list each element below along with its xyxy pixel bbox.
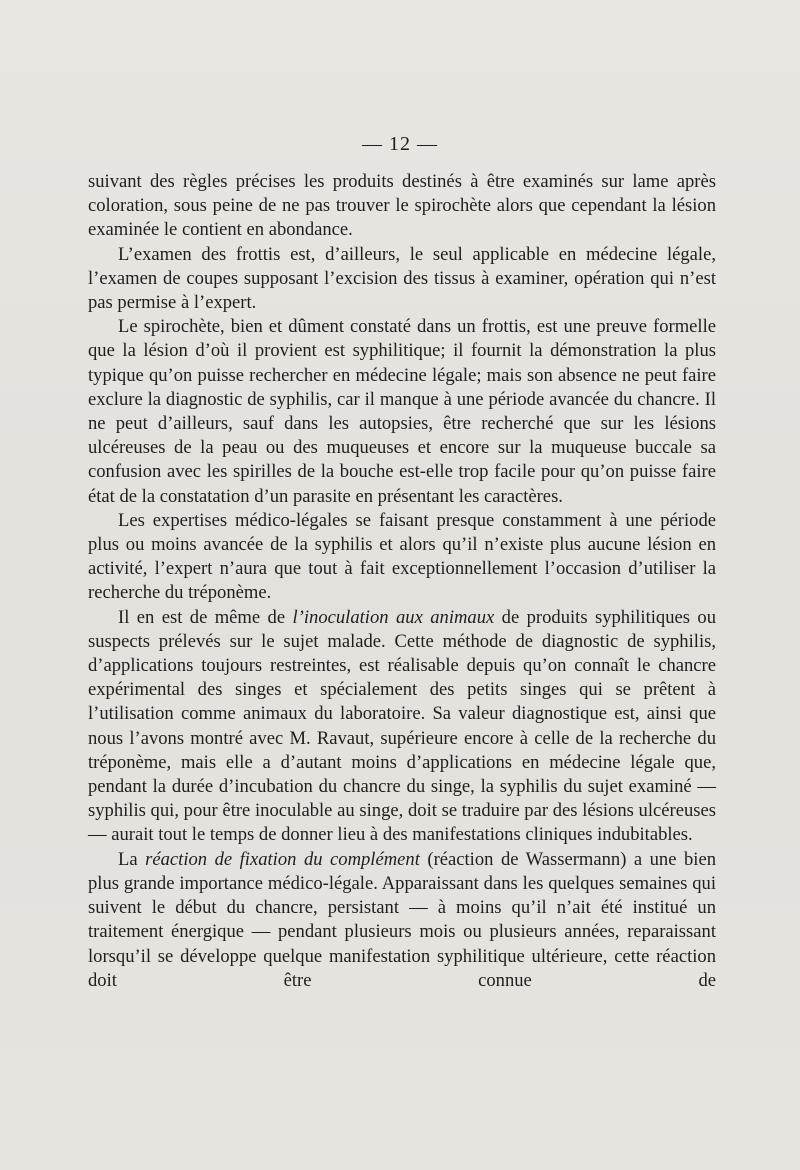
paragraph-5-lead: Il en est de même de [118,606,293,628]
paragraph-6 [88,848,716,993]
paragraph-6-rest: (réaction de Wassermann) a une bien plus grande importance médico-légale. Apparaissant dans les quelques semaines qui suivent le début du chancre, persistant — à moins qu’il n’ait été institué un traitement énergique — pendant plusieurs mois ou plusieurs années, reparaissant lorsqu’il se développe quelque manifestation syphilitique ultérieure, cette réaction doit être connue de [88,848,716,991]
page-number: — 12 — [362,133,438,155]
paragraph-6-emphasis: réaction de fixation du complément [145,848,420,870]
paragraph-2: L’examen des frottis est, d’ailleurs, le seul applicable en médecine légale, l’examen de coupes supposant l’excision des tissus à examiner, opération qui n’est pas permise à l’expert. [88,243,716,314]
paragraph-5 [88,606,716,848]
paragraph-5-emphasis: l’inoculation aux animaux [292,606,495,628]
paragraph-4: Les expertises médico-légales se faisant presque constamment à une période plus ou moins avancée de la syphilis et alors qu’il n’existe plus aucune lésion en activité, l’expert n’aura que tout à fait exceptionnellement l’occasion d’utiliser la recherche du tréponème. [88,509,716,604]
body-text [88,170,716,993]
paragraph-1: suivant des règles précises les produits destinés à être examinés sur lame après coloration, sous peine de ne pas trouver le spirochète alors que cependant la lésion examinée le contient en abondance. [88,171,716,241]
paragraph-5-rest: de produits syphilitiques ou suspects prélevés sur le sujet malade. Cette méthode de diagnostic de syphilis, d’applications toujours restreintes, est réalisable depuis qu’on connaît le chancre expérimental des singes et spécialement des petits singes qui se prêtent à l’utilisation comme animaux du laboratoire. Sa valeur diagnostique est, ainsi que nous l’avons montré avec M. Ravaut, supérieure encore à celle de la recherche du tréponème, mais elle a d’autant moins d’applications en médecine légale que, pendant la durée d’incubation du chancre du singe, la syphilis du sujet examiné — syphilis qui, pour être inoculable au singe, doit se traduire par des lésions ulcéreuses — aurait tout le temps de donner lieu à des manifestations cliniques indubitables. [88,606,717,846]
paragraph-6-lead: La [118,848,146,870]
paragraph-3: Le spirochète, bien et dûment constaté dans un frottis, est une preuve formelle que la lésion d’où il provient est syphilitique; il fournit la démonstration la plus typique qu’on puisse rechercher en médecine légale; mais son absence ne peut faire exclure la diagnostic de syphilis, car il manque à une période avancée du chancre. Il ne peut d’ailleurs, sauf dans les autopsies, être recherché que sur les lésions ulcéreuses de la peau ou des muqueuses et encore sur la muqueuse buccale sa confusion avec les spirilles de la bouche est-elle trop facile pour qu’on puisse faire état de la constatation d’un parasite en présentant les caractères. [88,316,716,507]
